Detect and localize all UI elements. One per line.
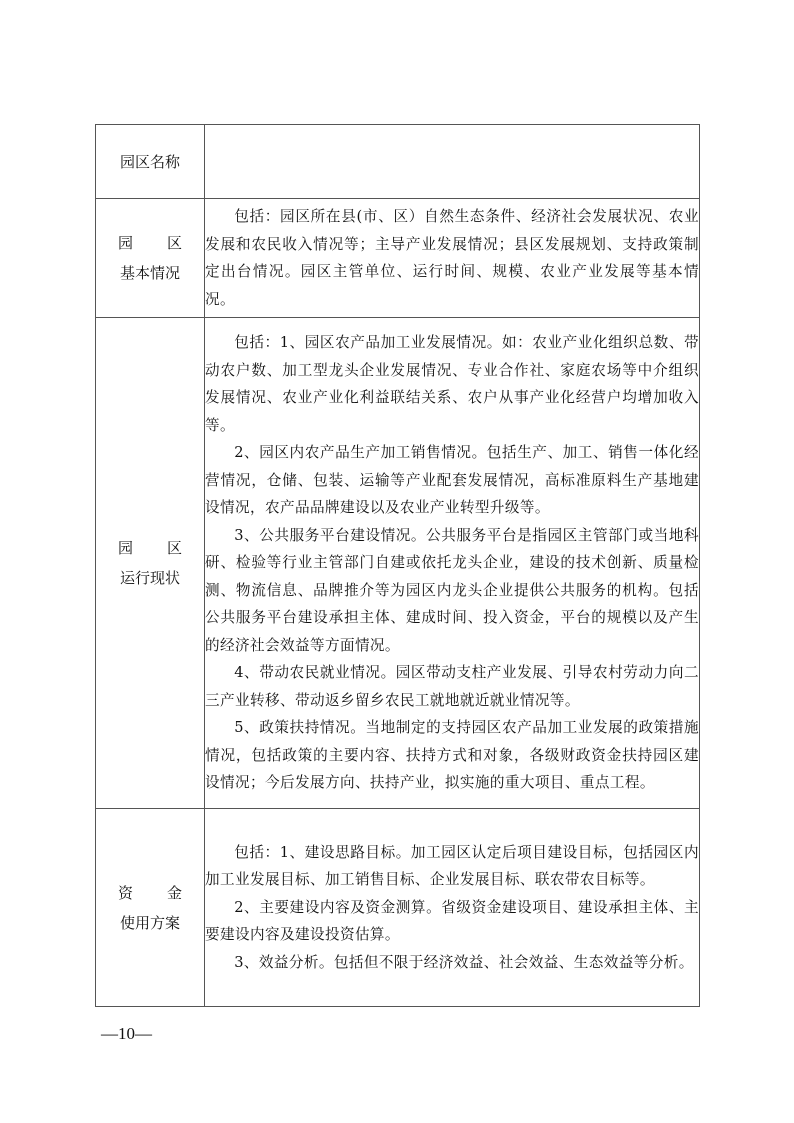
paragraph: 包括：园区所在县(市、区）自然生态条件、经济社会发展状况、农业发展和农民收入情况等；主导产业发展情况；县区发展规划、支持政策制定出台情况。园区主管单位、运行时间、规模、农业产业发展等基本情况。 xyxy=(205,208,699,308)
page-number: —10— xyxy=(101,1024,152,1043)
row-label-cell xyxy=(96,199,205,318)
operation-status-content xyxy=(205,318,700,809)
park-name-value-cell[interactable] xyxy=(205,125,700,199)
paragraph: 2、主要建设内容及资金测算。省级资金建设项目、建设承担主体、主要建设内容及建设投资估算。 xyxy=(205,898,699,944)
row-label-line1: 资 金 xyxy=(118,883,182,902)
paragraph: 4、带动农民就业情况。园区带动支柱产业发展、引导农村劳动力向二三产业转移、带动返乡留乡农民工就地就近就业情况等。 xyxy=(205,664,699,709)
row-label-line2: 使用方案 xyxy=(119,913,180,932)
table-row-operation-status xyxy=(96,318,700,809)
row-label-line2: 基本情况 xyxy=(119,264,180,282)
row-label-cell xyxy=(96,318,205,809)
paragraph: 3、公共服务平台建设情况。公共服务平台是指园区主管部门或当地科研、检验等行业主管部门自建或依托龙头企业，建设的技术创新、质量检测、物流信息、品牌推介等为园区内龙头企业提供公共服务的机构。包括公共服务平台建设承担主体、建成时间、投入资金，平台的规模以及产生的经济社会效益等方面情况。 xyxy=(205,526,699,654)
paragraph: 3、效益分析。包括但不限于经济效益、社会效益、生态效益等分析。 xyxy=(234,953,694,971)
paragraph: 包括：1、建设思路目标。加工园区认定后项目建设目标，包括园区内加工业发展目标、加工销售目标、企业发展目标、联农带农目标等。 xyxy=(205,843,699,889)
row-label-line1: 园 区 xyxy=(118,539,182,557)
basic-info-content xyxy=(205,199,700,318)
park-application-table xyxy=(95,124,700,1007)
table-row-basic-info xyxy=(96,199,700,318)
paragraph: 2、园区内农产品生产加工销售情况。包括生产、加工、销售一体化经营情况，仓储、包装、运输等产业配套发展情况，高标准原料生产基地建设情况，农产品品牌建设以及农业产业转型升级等。 xyxy=(205,444,699,517)
row-label-park-name: 园区名称 xyxy=(119,152,180,171)
paragraph: 包括：1、园区农产品加工业发展情况。如：农业产业化组织总数、带动农户数、加工型龙头企业发展情况、专业合作社、家庭农场等中介组织发展情况、农业产业化利益联结关系、农户从事产业化经营户均增加收入等。 xyxy=(205,334,699,434)
table-row-fund-plan xyxy=(96,809,700,1007)
fund-plan-content xyxy=(205,809,700,1007)
row-label-line1: 园 区 xyxy=(118,234,182,252)
row-label-line2: 运行现状 xyxy=(119,569,180,587)
table-row-park-name xyxy=(96,125,700,199)
row-label-cell xyxy=(96,809,205,1007)
row-label-cell xyxy=(96,125,205,199)
paragraph: 5、政策扶持情况。当地制定的支持园区农产品加工业发展的政策措施情况，包括政策的主要内容、扶持方式和对象，各级财政资金扶持园区建设情况；今后发展方向、扶持产业，拟实施的重大项目、重点工程。 xyxy=(205,719,699,792)
